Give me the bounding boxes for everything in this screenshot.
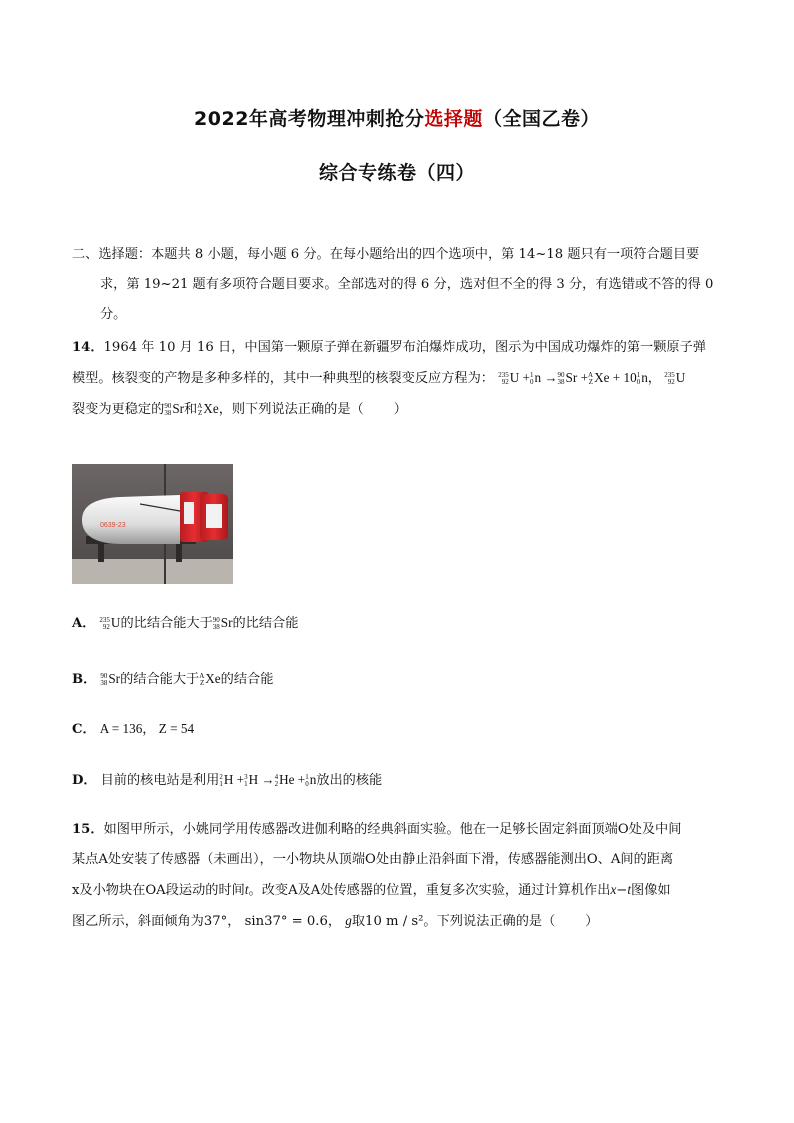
question-text: ，则下列说法正确的是（ — [218, 402, 364, 417]
option-text: 放出的核能 — [316, 773, 383, 788]
question-text: 图像如 — [631, 883, 671, 898]
question-text: 图乙所示，斜面倾角为37°， sin37° = 0.6， — [72, 914, 346, 929]
title-highlight: 选择题 — [424, 108, 483, 130]
option-c[interactable] — [72, 719, 194, 740]
option-label: A． — [72, 616, 96, 631]
bomb-serial-label: 0639-23 — [100, 522, 126, 529]
option-a[interactable]: A． 235 92 U的比结合能大于 90 38 Sr的比结合能 — [72, 615, 299, 631]
option-text: 的比结合能 — [232, 616, 299, 631]
title-text: 2022年高考物理冲刺抢分 — [194, 108, 425, 130]
question-15: 15．如图甲所示，小姚同学用传感器改进伽利略的经典斜面实验。他在一足够长固定斜面顶端O处及中间 某点A处安装了传感器（未画出），一小物块从顶端O处由静止沿斜面下滑，传感器能测出O、A间的距离 x及小物块在OA段运动的时间t。改变A及A处传感器的位置，重复多次实验，通过计算机作出x−t图像如 图乙所示，斜面倾角为37°， sin37° = 0.6， g取10 m / s²。下列说法正确的是（ ） — [72, 822, 682, 929]
option-b[interactable]: B． 90 38 Sr的结合能大于 A Z Xe的结合能 — [72, 671, 274, 687]
question-text: 模型。核裂变的产物是多种多样的，其中一种典型的核裂变反应方程为： — [72, 371, 494, 386]
option-text: 的结合能大于 — [120, 672, 200, 687]
option-text: 的比结合能大于 — [120, 616, 213, 631]
option-text: 目前的核电站是利用 — [100, 773, 220, 788]
page-title — [0, 104, 794, 131]
question-text: 裂变为更稳定的 — [72, 402, 165, 417]
option-label: B． — [72, 672, 97, 687]
section-instructions — [72, 240, 724, 330]
option-label: D． — [72, 773, 97, 788]
question-text: 如图甲所示，小姚同学用传感器改进伽利略的经典斜面实验。他在一足够长固定斜面顶端O处及中间 — [103, 822, 682, 837]
question-text: 取10 m / s²。下列说法正确的是（ — [351, 914, 556, 929]
question-text: 1964 年 10 月 16 日，中国第一颗原子弹在新疆罗布泊爆炸成功，图示为中国成功爆炸的第一颗原子弹 — [103, 340, 706, 355]
question-text: 和 — [184, 402, 198, 417]
title-suffix: （全国乙卷） — [482, 108, 600, 130]
question-text: 某点A处安装了传感器（未画出），一小物块从顶端O处由静止沿斜面下滑，传感器能测出O、A间的距离 — [72, 852, 674, 867]
question-text: x及小物块在OA段运动的时间 — [72, 883, 245, 898]
section-line-3: 分。 — [100, 307, 127, 322]
option-text: 的结合能 — [220, 672, 274, 687]
option-text: A = 136， Z = 54 — [99, 721, 195, 736]
question-14 — [72, 333, 724, 425]
question-number: 14． — [72, 340, 104, 355]
section-line-2: 求，第 19~21 题有多项符合题目要求。全部选对的得 6 分，选对但不全的得 3 分，有选错或不答的得 0 — [100, 277, 714, 292]
atomic-bomb-photo — [72, 464, 233, 584]
xe-nuclide: A Z Xe — [197, 401, 219, 417]
question-number: 15． — [72, 822, 104, 837]
question-text: 。改变A及A处传感器的位置，重复多次实验，通过计算机作出 — [248, 883, 611, 898]
answer-bracket: ） — [585, 914, 599, 929]
page-subtitle: 综合专练卷（四） — [318, 162, 475, 184]
fission-equation: 235 92 U + 1 0 n → 90 38 Sr + A Z Xe + 10 1 0 n， 235 92 U — [498, 370, 686, 386]
section-line-1: 二、选择题：本题共 8 小题，每小题 6 分。在每小题给出的四个选项中，第 14~18 题只有一项符合题目要 — [72, 247, 700, 262]
option-d[interactable]: D． 目前的核电站是利用 2 1 H + 3 1 H → 4 2 He + 1 0 n放出的核能 — [72, 772, 383, 788]
answer-bracket: ） — [393, 402, 407, 417]
option-label: C． — [72, 722, 96, 737]
sr-nuclide: 90 38 Sr — [164, 401, 185, 417]
